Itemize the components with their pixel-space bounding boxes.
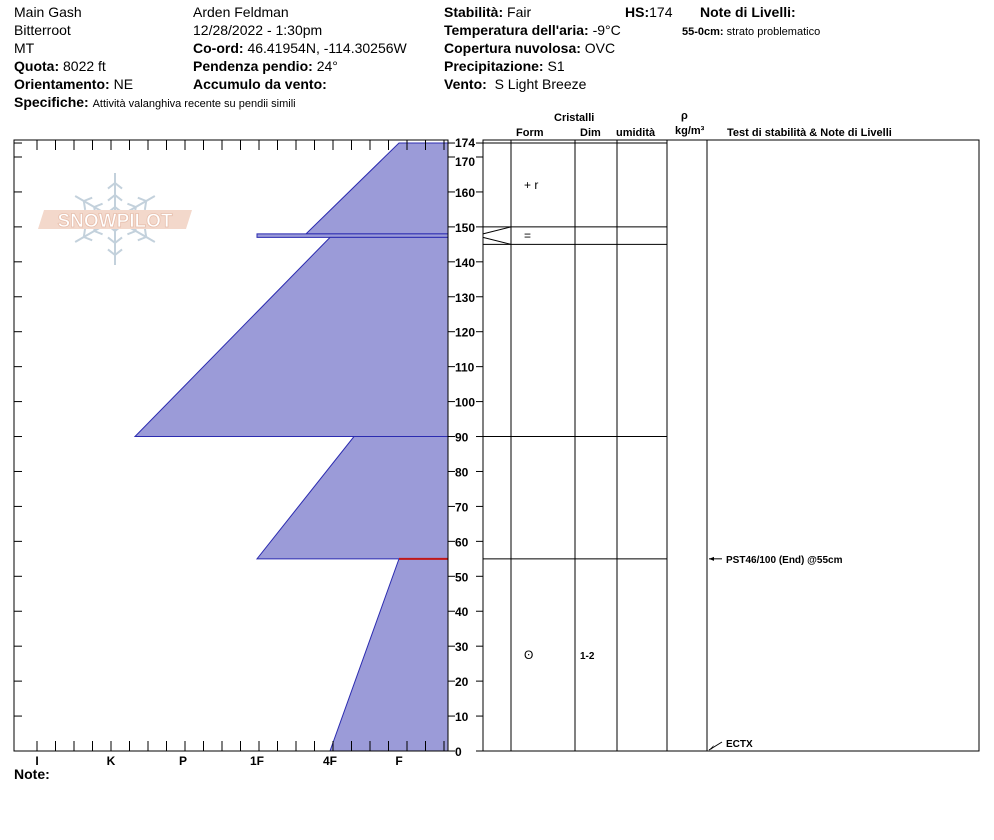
density-rho-header: ρ xyxy=(681,110,688,122)
hardness-layer xyxy=(135,237,448,436)
location: Main Gash xyxy=(14,4,82,20)
snowflake-barb xyxy=(84,237,92,240)
specifics: Specifiche: Attività valanghiva recente su pendii simili xyxy=(14,94,296,110)
height-tick-label: 100 xyxy=(455,395,476,410)
crystal-form: ʘ xyxy=(524,647,534,662)
layer-note: 55-0cm: strato problematico xyxy=(682,26,821,38)
crystal-table-frame xyxy=(483,140,979,751)
row-connector xyxy=(483,237,511,244)
height-tick-label: 174 xyxy=(455,136,476,151)
sky-cover: Copertura nuvolosa: OVC xyxy=(444,40,616,56)
table-columns xyxy=(511,140,707,751)
wind-loading: Accumulo da vento: xyxy=(193,76,327,92)
form-header: Form xyxy=(516,127,544,139)
layer-notes-label: Note di Livelli: xyxy=(700,4,796,20)
snowflake-barb xyxy=(115,183,122,189)
snowflake-barb xyxy=(138,198,146,201)
observer: Arden Feldman xyxy=(193,4,289,20)
height-tick-label: 120 xyxy=(455,325,476,340)
height-tick-label: 50 xyxy=(455,570,469,585)
hardness-tick-label: P xyxy=(178,754,188,768)
snowflake-barb xyxy=(127,204,135,207)
height-tick-label: 90 xyxy=(455,430,469,445)
test-label: PST46/100 (End) @55cm xyxy=(726,554,843,566)
hardness-tick-label: K xyxy=(106,754,116,768)
crystals-header: Cristalli xyxy=(554,112,595,124)
density-unit-header: kg/m³ xyxy=(675,125,705,137)
snowflake-barb xyxy=(115,195,122,201)
height-tick-label: 0 xyxy=(455,745,462,759)
hardness-tick-label: F xyxy=(395,754,403,768)
slope: Pendenza pendio: 24° xyxy=(193,58,338,74)
height-tick-label: 170 xyxy=(455,155,476,169)
crystal-form: = xyxy=(524,228,532,243)
height-tick-label: 70 xyxy=(455,500,469,515)
snowflake-barb xyxy=(108,249,115,255)
size-header: Dim xyxy=(580,127,601,139)
test-arrow-icon xyxy=(709,557,714,561)
hardness-profile xyxy=(135,143,448,751)
snowpilot-logo xyxy=(38,173,192,265)
height-tick-label: 30 xyxy=(455,640,469,655)
hardness-layer xyxy=(257,437,448,559)
range: Bitterroot xyxy=(14,22,71,38)
coordinates: Co-ord: 46.41954N, -114.30256W xyxy=(193,40,407,56)
hardness-tick-label: 4F xyxy=(322,754,338,768)
note-label: Note: xyxy=(14,766,50,782)
hardness-layer xyxy=(330,559,448,751)
snowflake-barb xyxy=(94,204,102,207)
precipitation: Precipitazione: S1 xyxy=(444,58,565,74)
logo-text: SNOWPILOT xyxy=(57,211,173,232)
wind: Vento: S Light Breeze xyxy=(444,76,587,92)
snowflake-barb xyxy=(108,195,115,201)
tests-header: Test di stabilità & Note di Livelli xyxy=(727,127,892,139)
moisture-header: umidità xyxy=(616,127,656,139)
height-tick-label: 80 xyxy=(455,465,469,480)
row-connector xyxy=(483,227,511,234)
aspect: Orientamento: NE xyxy=(14,76,134,92)
crystal-size: 1-2 xyxy=(580,650,595,662)
snowflake-barb xyxy=(145,201,146,210)
snowflake-barb xyxy=(84,201,85,210)
snowflake-barb xyxy=(115,237,122,243)
test-label: ECTX xyxy=(726,739,753,750)
hardness-layer xyxy=(257,234,448,237)
height-tick-label: 10 xyxy=(455,710,469,725)
snowflake-barb xyxy=(84,198,92,201)
snow-height: HS:174 xyxy=(625,4,673,20)
height-tick-label: 60 xyxy=(455,535,469,550)
air-temperature: Temperatura dell'aria: -9°C xyxy=(444,22,621,38)
elevation: Quota: 8022 ft xyxy=(14,58,106,74)
height-tick-label: 110 xyxy=(455,360,475,375)
height-tick-label: 160 xyxy=(455,185,476,200)
hardness-tick-label: I xyxy=(35,754,39,768)
stability-tests xyxy=(709,555,843,750)
snowflake-barb xyxy=(108,237,115,243)
hardness-layer xyxy=(306,143,448,234)
height-tick-label: 40 xyxy=(455,605,469,620)
height-tick-label: 140 xyxy=(455,255,476,270)
crystal-form: + r xyxy=(524,177,539,192)
snowflake-barb xyxy=(138,237,146,240)
stability: Stabilità: Fair xyxy=(444,4,532,20)
snowflake-barb xyxy=(115,249,122,255)
hardness-tick-label: 1F xyxy=(249,754,265,768)
snowflake-barb xyxy=(108,183,115,189)
height-tick-label: 20 xyxy=(455,675,469,690)
state: MT xyxy=(14,40,35,56)
height-tick-label: 130 xyxy=(455,290,476,305)
height-tick-label: 150 xyxy=(455,220,476,235)
datetime: 12/28/2022 - 1:30pm xyxy=(193,22,323,38)
